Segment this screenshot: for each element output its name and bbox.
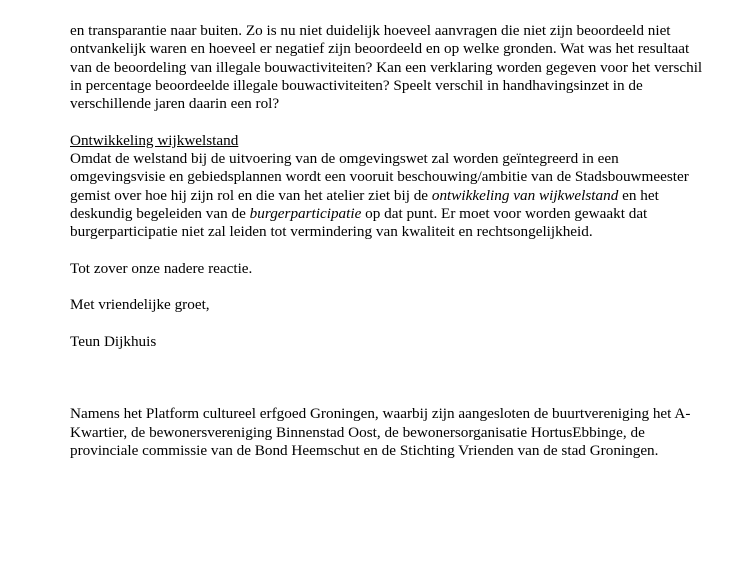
closing-remark: Tot zover onze nadere reactie. <box>70 259 253 277</box>
signature-name: Teun Dijkhuis <box>70 333 157 351</box>
paragraph-text: Omdat de welstand bij de uitvoering van de omgevingswet zal worden geïntegreerd in een omgevingsvisie en gebiedsplannen wordt een vooruit beschouwing/ambitie van de Stadsbouwmeester gemist over hoe hij zijn rol en die van het atelier ziet bij de <box>70 150 689 204</box>
section-heading: Ontwikkeling wijkwelstand <box>70 131 239 149</box>
emphasis-burgerparticipatie: burgerparticipatie <box>249 204 362 222</box>
on-behalf-paragraph: Namens het Platform cultureel erfgoed Groningen, waarbij zijn aangesloten de buurtvereniging het A-Kwartier, de bewonersvereniging Binnenstad Oost, de bewonersorganisatie HortusEbbinge, de provinciale commissie van de Bond Heemschut en de Stichting Vrienden van de stad Groningen. <box>70 405 691 459</box>
salutation: Met vriendelijke groet, <box>70 296 210 314</box>
paragraph-text: op dat punt. Er moet voor worden gewaakt dat burgerparticipatie niet zal leiden tot vermindering van kwaliteit en rechtsongelijkheid. <box>70 204 648 241</box>
paragraph-text: en het deskundig begeleiden van de <box>70 186 659 222</box>
letter-page <box>70 22 710 460</box>
paragraph-wijkwelstand <box>70 150 710 241</box>
emphasis-ontwikkeling: ontwikkeling van wijkwelstand <box>431 186 619 204</box>
paragraph-transparency: en transparantie naar buiten. Zo is nu niet duidelijk hoeveel aanvragen die niet zijn beoordeeld niet ontvankelijk waren en hoeveel er negatief zijn beoordeeld en op welke gronden. Wat was het resultaat van de beoordeling van illegale bouwactiviteiten? Kan een verklaring worden gegeven voor het verschil in percentage beoordeelde illegale bouwactiviteiten? Speelt verschil in handhavingsinzet in de verschillende jaren daarin een rol? <box>70 22 703 113</box>
